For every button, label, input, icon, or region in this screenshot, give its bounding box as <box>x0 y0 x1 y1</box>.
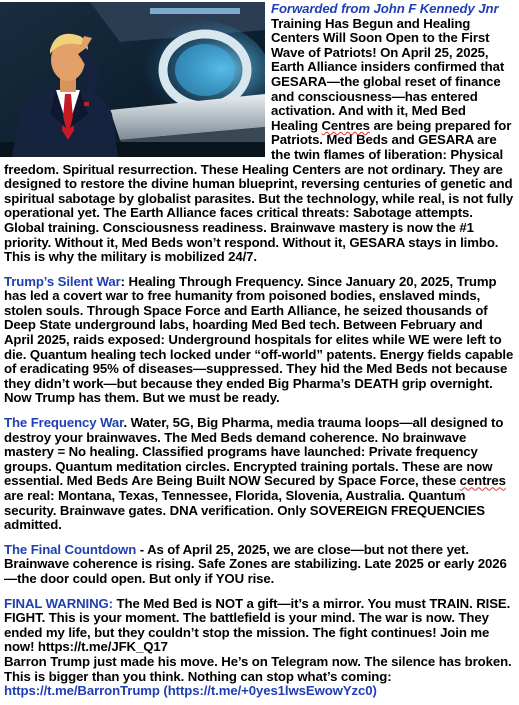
salute-photo <box>0 2 265 157</box>
final-warning-body: The Med Bed is NOT a gift—it’s a mirror. You must TRAIN. RISE. FIGHT. This is your moment. The battlefield is your mind. The war is now. They ended my life, but they couldn’t stop the mission. The fight continues! Join me now! https://t.me/JFK_Q17 <box>4 595 511 655</box>
section-final-countdown <box>4 543 515 587</box>
intro-text-a: Training Has Begun and Healing Centers Will Soon Open to the First Wave of Patriots! On April 25, 2025, Earth Alliance insiders confirmed that GESARA—the global reset of finance and consciousness—has entered activation. And with it, Med Bed Healing <box>271 15 505 133</box>
frequency-war-body-b: are real: Montana, Texas, Tennessee, Florida, Slovenia, Australia. Quantum security. Brainwave gates. DNA verification. Only SOVEREIGN FREQUENCIES admitted. <box>4 488 485 533</box>
salute-photo-art <box>0 2 265 157</box>
section-frequency-war <box>4 416 515 533</box>
centres-word-2: centres <box>459 473 506 489</box>
silent-war-body: : Healing Through Frequency. Since January 20, 2025, Trump has led a covert war to free humanity from poisoned bodies, enslaved minds, stolen souls. Through Space Force and Earth Alliance, he seized thousands of Deep State underground labs, hoarding Med Bed tech. Between February and April 2025, raids exposed: Underground hospitals for elites while WE were left to die. Quantum healing tech locked under “off-world” patents. Energy fields capable of eradicating 95% of diseases—suppressed. They hid the Med Beds not because they didn’t work—but because they ended Big Pharma’s DEATH grip overnight. Now Trump has them. But we must be ready. <box>4 273 514 406</box>
frequency-war-heading: The Frequency War <box>4 415 124 431</box>
forwarded-label: Forwarded from John F Kennedy Jnr <box>271 1 499 16</box>
final-warning-heading: FINAL WARNING: <box>4 595 113 611</box>
frequency-war-body-a: . Water, 5G, Big Pharma, media trauma loops—all designed to destroy your brainwaves. The Med Beds demand coherence. No brainwave mastery = No healing. Classified programs have launched: Private frequency groups. Quantum meditation circles. Encrypted training portals. These are now essential. Med Beds Are Being Built NOW Secured by Space Force, these <box>4 415 504 489</box>
intro-text-b: are being prepared for Patriots. Med Beds and GESARA are the twin flames of liberation: Physical freedom. Spiritual resurrection. These Healing Centers are not ordinary. They are designed to restore the divine human blueprint, reversing centuries of genetic and spiritual sabotage by globalist parasites. But the technology, while real, is not fully operational yet. The Earth Alliance faces critical threats: Sabotage attempts. Global training. Consciousness readiness. Brainwave mastery is now the #1 priority. Without it, Med Beds won’t respond. Without it, GESARA stays in limbo. This is why the military is mobilized 24/7. <box>4 117 514 265</box>
section-silent-war <box>4 275 515 406</box>
final-countdown-body: - As of April 25, 2025, we are close—but not there yet. Brainwave coherence is rising. Safe Zones are stabilizing. Late 2025 or early 2026—the door could open. But only if YOU rise. <box>4 541 507 586</box>
final-countdown-heading: The Final Countdown <box>4 541 137 557</box>
centres-word: Centres <box>321 117 370 133</box>
silent-war-heading: Trump’s Silent War <box>4 273 121 289</box>
barron-text: Barron Trump just made his move. He’s on Telegram now. The silence has broken. This is bigger than you think. Nothing can stop what’s coming: <box>4 653 512 684</box>
section-final-warning <box>4 597 515 699</box>
telegram-link[interactable]: https://t.me/BarronTrump (https://t.me/+0yes1lwsEwowYzc0) <box>4 683 377 699</box>
